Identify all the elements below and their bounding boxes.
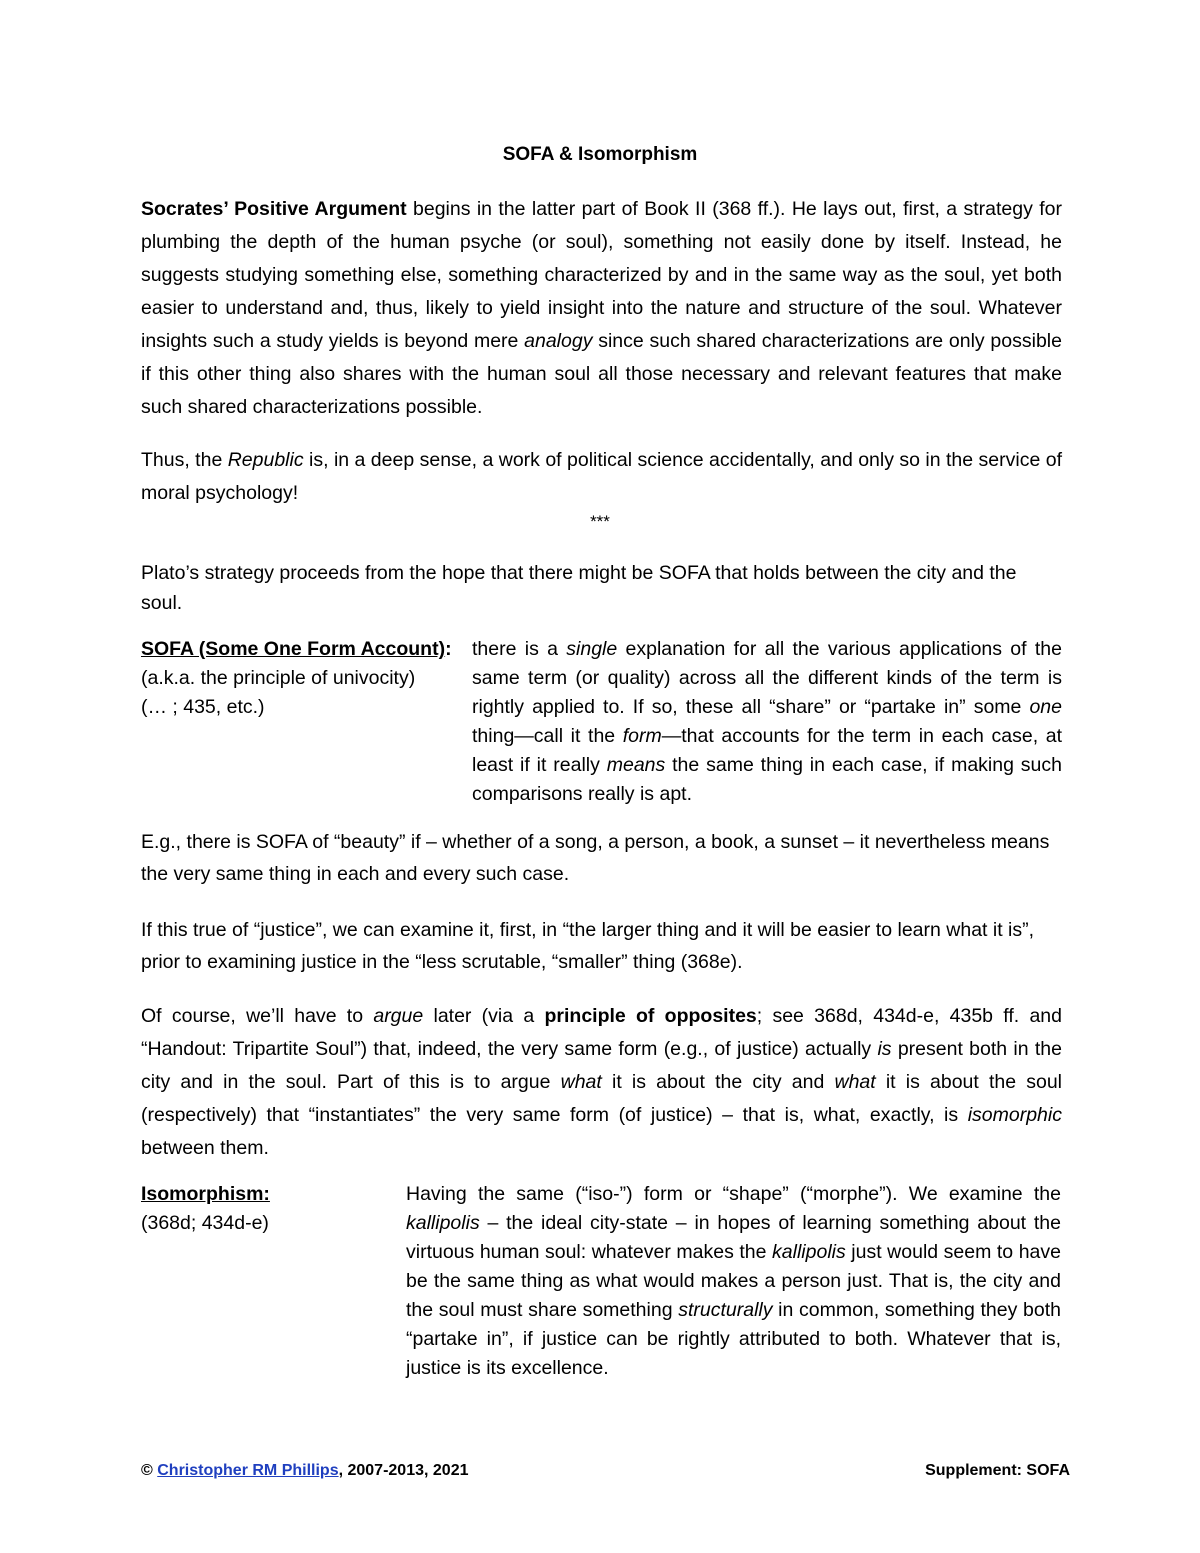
emphasis: single bbox=[566, 638, 618, 660]
text-segment: is, in a deep sense, a work of political science accidentally, and only so in the service of moral psychology! bbox=[141, 449, 1062, 504]
footer-years: , 2007-2013, 2021 bbox=[338, 1462, 469, 1479]
emphasis: Republic bbox=[227, 449, 304, 471]
emphasis: structurally bbox=[678, 1299, 773, 1321]
sofa-aka: (a.k.a. the principle of univocity) bbox=[141, 667, 416, 689]
emphasis: kallipolis bbox=[406, 1212, 480, 1234]
text-segment: Thus, the bbox=[141, 449, 228, 471]
text-segment: in common, something they both “partake in”, if justice can be rightly attributed to both. Whatever that is, justice is its excellence. bbox=[406, 1299, 1061, 1379]
text-segment: thing—call it the bbox=[472, 725, 623, 747]
footer-section-label: Supplement: SOFA bbox=[925, 1462, 1070, 1479]
page-title: SOFA & Isomorphism bbox=[502, 144, 698, 165]
text-segment: later (via a bbox=[423, 1005, 545, 1027]
emphasis: analogy bbox=[524, 330, 593, 352]
text-segment: —that accounts for the term in each case, at least if it really bbox=[472, 725, 1062, 776]
definition-sofa bbox=[141, 635, 1062, 815]
paragraph-positive-argument bbox=[141, 193, 1062, 424]
sofa-term: SOFA (Some One Form Account) bbox=[141, 638, 446, 660]
text-segment: since such shared characterizations are only possible if this other thing also shares with the human soul all those necessary and relevant features that make such shared characterizations possible. bbox=[141, 330, 1062, 418]
isomorphism-refs: (368d; 434d-e) bbox=[141, 1212, 269, 1234]
definition-isomorphism bbox=[141, 1180, 1062, 1390]
bold-lead: Socrates’ Positive Argument bbox=[141, 198, 407, 220]
emphasis: kallipolis bbox=[772, 1241, 846, 1263]
text-segment: ; see 368d, 434d-e, 435b ff. and “Handout: Tripartite Soul”) that, indeed, the very same form (e.g., of justice) actually bbox=[141, 1005, 1062, 1060]
text-segment: Of course, we’ll have to bbox=[141, 1005, 374, 1027]
copyright-symbol: © bbox=[141, 1462, 153, 1479]
paragraph-republic bbox=[141, 444, 1062, 510]
emphasis: one bbox=[1029, 696, 1062, 718]
paragraph-opposites bbox=[141, 1000, 1062, 1165]
text-segment: explanation for all the various applications of the same term (or quality) across all the different kinds of the term is rightly applied to. If so, these all “share” or “partake in” some bbox=[472, 638, 1062, 718]
text-segment: the same thing in each case, if making such comparisons really is apt. bbox=[472, 754, 1062, 805]
section-divider: *** bbox=[590, 512, 610, 531]
sofa-refs: (… ; 435, etc.) bbox=[141, 696, 265, 718]
text-segment: it is about the soul (respectively) that “instantiates” the very same form (of justice) – that is, what, exactly, is bbox=[141, 1071, 1062, 1126]
isomorphism-term: Isomorphism: bbox=[141, 1183, 270, 1205]
text-segment: between them. bbox=[141, 1137, 269, 1159]
colon: : bbox=[445, 638, 452, 660]
emphasis: is bbox=[877, 1038, 892, 1060]
paragraph-justice: If this true of “justice”, we can examine it, first, in “the larger thing and it will be easier to learn what it is”, prior to examining justice in the “less scrutable, “smaller” thing (368e). bbox=[141, 919, 1035, 973]
emphasis: form bbox=[622, 725, 662, 747]
text-segment: – the ideal city-state – in hopes of learning something about the virtuous human soul: whatever makes the bbox=[406, 1212, 1061, 1263]
text-segment: Having the same (“iso-”) form or “shape” (“morphe”). We examine the bbox=[406, 1183, 1061, 1205]
definition-body bbox=[406, 1180, 1061, 1383]
footer-copyright bbox=[141, 1462, 468, 1480]
author-link[interactable]: Christopher RM Phillips bbox=[157, 1462, 339, 1479]
text-segment: begins in the latter part of Book II (368 ff.). He lays out, first, a strategy for plumbing the depth of the human psyche (or soul), something not easily done by itself. Instead, he suggests studying something else, something characterized by and in the same way as the soul, yet both easier to understand and, thus, likely to yield insight into the nature and structure of the soul. Whatever insights such a study yields is beyond mere bbox=[141, 198, 1062, 352]
bold-term: principle of opposites bbox=[544, 1005, 757, 1027]
paragraph-beauty-example: E.g., there is SOFA of “beauty” if – whether of a song, a person, a book, a sunset – it nevertheless means the very same thing in each and every such case. bbox=[141, 831, 1050, 885]
paragraph-plato-strategy: Plato’s strategy proceeds from the hope that there might be SOFA that holds between the city and the soul. bbox=[141, 562, 1017, 614]
emphasis: what bbox=[560, 1071, 602, 1093]
text-segment: present both in the city and in the soul. Part of this is to argue bbox=[141, 1038, 1062, 1093]
text-segment: it is about the city and bbox=[601, 1071, 835, 1093]
emphasis: means bbox=[606, 754, 666, 776]
emphasis: isomorphic bbox=[967, 1104, 1062, 1126]
definition-label bbox=[141, 635, 471, 722]
emphasis: argue bbox=[373, 1005, 424, 1027]
definition-body bbox=[472, 635, 1062, 809]
text-segment: just would seem to have be the same thing as what would makes a person just. That is, the city and the soul must share something bbox=[406, 1241, 1061, 1321]
text-segment: there is a bbox=[472, 638, 567, 660]
emphasis: what bbox=[834, 1071, 876, 1093]
definition-label bbox=[141, 1180, 391, 1238]
